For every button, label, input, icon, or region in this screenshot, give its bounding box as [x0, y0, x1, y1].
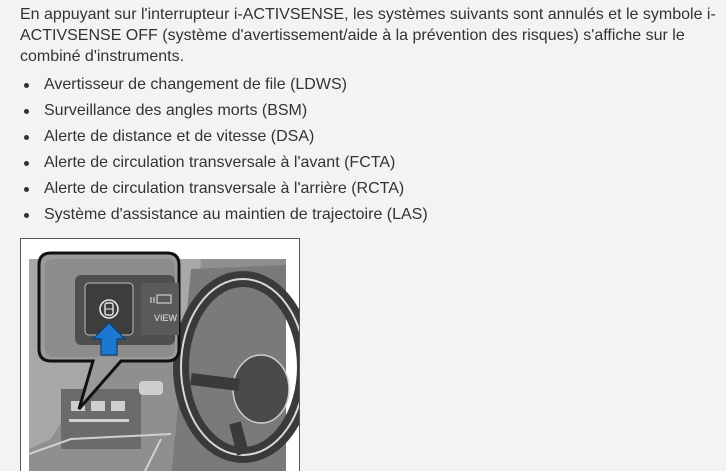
list-item-label: Alerte de circulation transversale à l'arrière (RCTA): [44, 180, 405, 197]
list-item-label: Alerte de distance et de vitesse (DSA): [44, 128, 315, 145]
dashboard-illustration: [20, 238, 300, 471]
list-item: [20, 202, 726, 228]
list-item-label: Alerte de circulation transversale à l'avant (FCTA): [44, 154, 396, 171]
view-button-label: VIEW: [154, 313, 178, 323]
list-item-label: Surveillance des angles morts (BSM): [44, 102, 308, 119]
bullet-icon: [24, 135, 29, 140]
intro-paragraph: En appuyant sur l'interrupteur i-ACTIVSENSE, les systèmes suivants sont annulés et le symbole i-ACTIVSENSE OFF (système d'avertissement/aide à la prévention des risques) s'affiche sur le combiné d'instruments.: [20, 6, 716, 65]
bullet-icon: [24, 161, 29, 166]
bullet-icon: [24, 187, 29, 192]
bullet-icon: [24, 83, 29, 88]
list-item: [20, 124, 726, 150]
list-item: [20, 150, 726, 176]
list-item: [20, 176, 726, 202]
list-item: [20, 72, 726, 98]
list-item-label: Système d'assistance au maintien de trajectoire (LAS): [44, 206, 428, 223]
list-item-label: Avertisseur de changement de file (LDWS): [44, 76, 347, 93]
cancelled-systems-list: [20, 72, 726, 228]
bullet-icon: [24, 109, 29, 114]
dashboard-drawing: [21, 239, 300, 471]
list-item: [20, 98, 726, 124]
bullet-icon: [24, 213, 29, 218]
